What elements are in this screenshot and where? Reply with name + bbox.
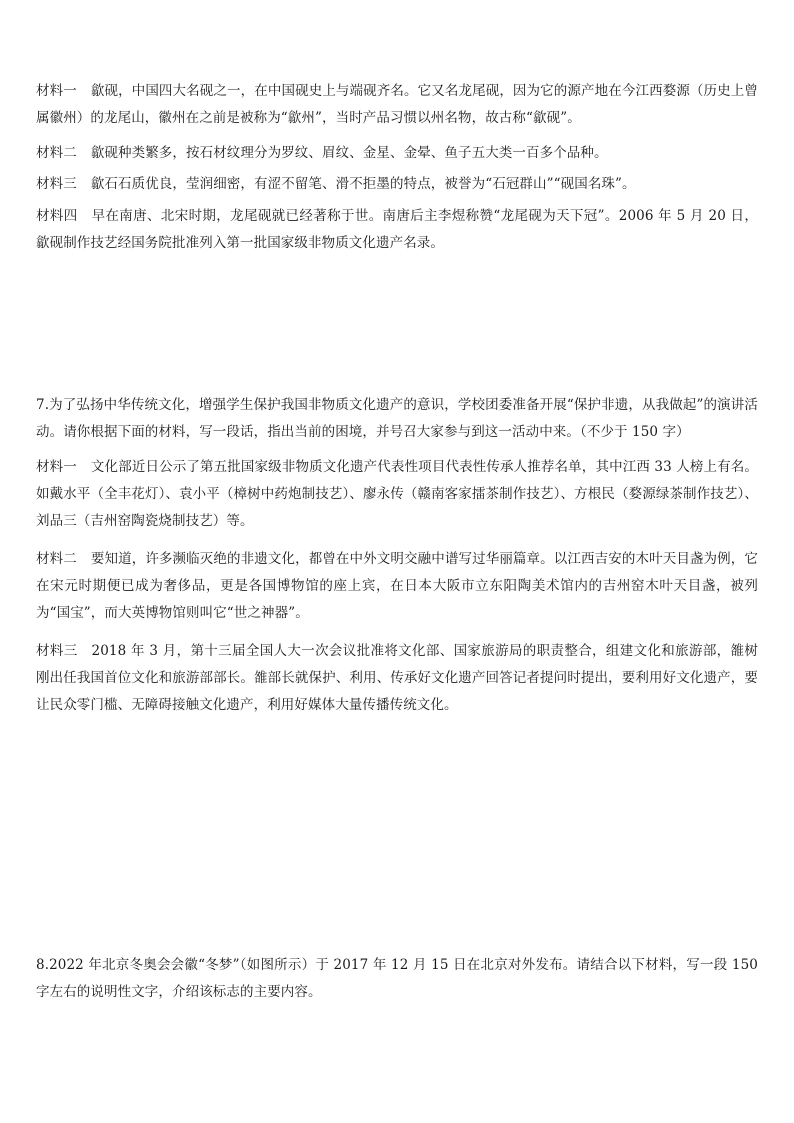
material-text: 2018 年 3 月，第十三届全国人大一次会议批准将文化部、国家旅游局的职责整合，组建文化和旅游部，雒树刚出任我国首位文化和旅游部部长。雒部长就保护、利用、传承好文化遗产回答记者提问时提出，要利用好文化遗产，要让民众零门槛、无障碍接触文化遗产，利用好媒体大量传播传统文化。 bbox=[36, 643, 758, 713]
material-label: 材料二 bbox=[36, 551, 77, 567]
material-label: 材料三 bbox=[36, 176, 77, 192]
material-paragraph bbox=[36, 171, 758, 198]
material-text: 歙石石质优良，莹润细密，有涩不留笔、滑不拒墨的特点，被誉为“石冠群山”“砚国名珠”。 bbox=[90, 176, 636, 192]
material-label: 材料一 bbox=[36, 83, 77, 99]
material-label: 材料二 bbox=[36, 145, 77, 161]
material-text: 早在南唐、北宋时期，龙尾砚就已经著称于世。南唐后主李煜称赞“龙尾砚为天下冠”。2006 年 5 月 20 日，歙砚制作技艺经国务院批准列入第一批国家级非物质文化遗产名录。 bbox=[36, 208, 758, 251]
material-paragraph bbox=[36, 203, 758, 257]
material-label: 材料四 bbox=[36, 208, 78, 224]
material-paragraph bbox=[36, 78, 758, 132]
question-8-prompt: 8.2022 年北京冬奥会会徽“冬梦”（如图所示）于 2017 年 12 月 15 日在北京对外发布。请结合以下材料，写一段 150 字左右的说明性文字，介绍该标志的主要内容。 bbox=[36, 957, 758, 1000]
material-paragraph bbox=[36, 140, 758, 167]
material-text: 歙砚种类繁多，按石材纹理分为罗纹、眉纹、金星、金晕、鱼子五大类一百多个品种。 bbox=[90, 145, 608, 161]
material-text: 文化部近日公示了第五批国家级非物质文化遗产代表性项目代表性传承人推荐名单，其中江西 33 人榜上有名。如戴水平（全丰花灯）、袁小平（樟树中药炮制技艺）、廖永传（赣南客家擂茶制作技艺）、方根民（婺源绿茶制作技艺）、刘品三（吉州窑陶瓷烧制技艺）等。 bbox=[36, 459, 759, 529]
material-label: 材料一 bbox=[36, 459, 77, 475]
material-paragraph bbox=[36, 546, 758, 627]
material-paragraph bbox=[36, 638, 758, 719]
material-paragraph bbox=[36, 454, 758, 535]
material-text: 要知道，许多濒临灭绝的非遗文化，都曾在中外文明交融中谱写过华丽篇章。以江西吉安的木叶天目盏为例，它在宋元时期便已成为奢侈品，更是各国博物馆的座上宾，在日本大阪市立东阳陶美术馆内的吉州窑木叶天目盏，被列为“国宝”，而大英博物馆则叫它“世之神器”。 bbox=[36, 551, 758, 621]
question-7-prompt: 7.为了弘扬中华传统文化，增强学生保护我国非物质文化遗产的意识，学校团委准备开展“保护非遗，从我做起”的演讲活动。请你根据下面的材料，写一段话，指出当前的困境，并号召大家参与到这一活动中来。（不少于 150 字） bbox=[36, 397, 758, 440]
material-label: 材料三 bbox=[36, 643, 78, 659]
material-text: 歙砚，中国四大名砚之一，在中国砚史上与端砚齐名。它又名龙尾砚，因为它的源产地在今江西婺源（历史上曾属徽州）的龙尾山，徽州在之前是被称为“歙州”，当时产品习惯以州名物，故古称“歙砚”。 bbox=[36, 83, 758, 126]
